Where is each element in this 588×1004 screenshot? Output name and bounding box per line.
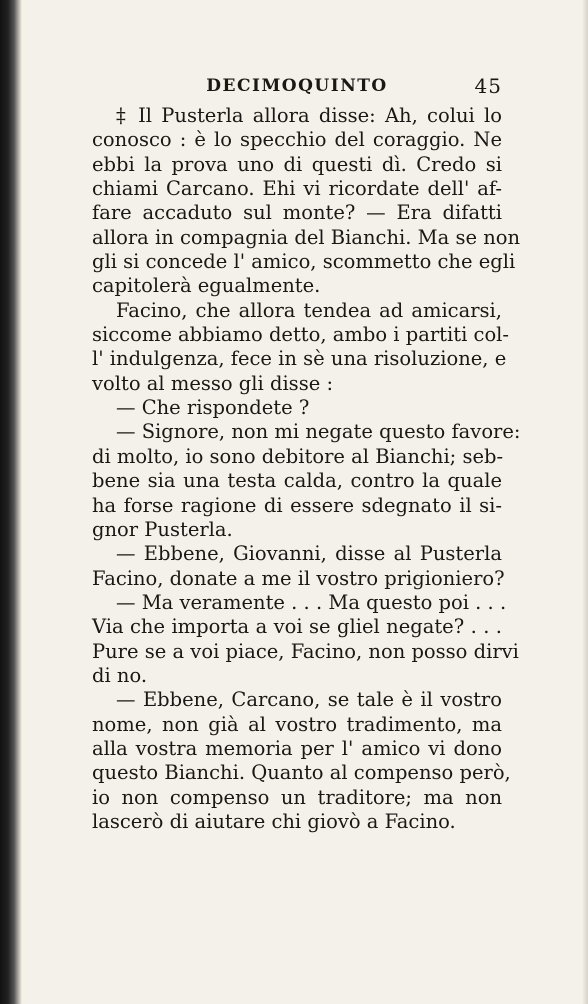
text-line: — Ebbene, Giovanni, disse al Pusterla [116, 542, 502, 566]
text-line: chiami Carcano. Ehi vi ricordate dell' af- [92, 177, 502, 201]
text-line: nome, non già al vostro tradimento, ma [92, 712, 502, 736]
text-line: Facino, donate a me il vostro prigioniero? [92, 566, 505, 590]
text-line: lascerò di aiutare chi giovò a Facino. [92, 809, 456, 833]
text-line: ebbi la prova uno di questi dì. Credo si [92, 152, 502, 176]
text-line: Facino, che allora tendea ad amicarsi, [116, 298, 502, 322]
text-line: bene sia una testa calda, contro la quale [92, 469, 502, 493]
page-text-block [92, 74, 521, 834]
text-line: alla vostra memoria per l' amico vi dono [92, 736, 502, 760]
text-line: siccome abbiamo detto, ambo i partiti col- [92, 323, 510, 347]
text-line: l' indulgenza, fece in sè una risoluzione, e [92, 347, 507, 371]
text-line: conosco : è lo specchio del coraggio. Ne [92, 128, 502, 152]
text-line: gli si concede l' amico, scommetto che egli [92, 250, 516, 274]
text-line: Pure se a voi piace, Facino, non posso dirvi [92, 639, 519, 663]
running-head [92, 76, 502, 104]
text-line: di no. [92, 663, 148, 687]
book-binding-shadow [0, 0, 22, 1004]
text-line: fare accaduto sul monte? — Era difatti [92, 201, 502, 225]
text-line: io non compenso un traditore; ma non [92, 785, 502, 809]
text-line: — Signore, non mi negate questo favore: [116, 420, 521, 444]
text-line: capitolerà egualmente. [92, 274, 321, 298]
text-line: ‡ Il Pusterla allora disse: Ah, colui lo [116, 104, 502, 127]
text-line: — Ma veramente . . . Ma questo poi . . . [116, 590, 507, 614]
text-line: questo Bianchi. Quanto al compenso però, [92, 761, 511, 785]
text-line: Via che importa a voi se gliel negate? . . . [92, 615, 502, 639]
text-line: — Che rispondete ? [116, 396, 310, 420]
text-line: volto al messo gli disse : [92, 371, 334, 395]
page-number: 45 [474, 74, 502, 98]
chapter-title: DECIMOQUINTO [206, 76, 388, 96]
text-line: ha forse ragione di essere sdegnato il si- [92, 493, 502, 517]
text-line: di molto, io sono debitore al Bianchi; seb- [92, 444, 504, 468]
page-right-edge [582, 0, 588, 1004]
text-line: allora in compagnia del Bianchi. Ma se non [92, 225, 521, 249]
text-line: gnor Pusterla. [92, 517, 233, 541]
body-text [92, 104, 521, 834]
text-line: — Ebbene, Carcano, se tale è il vostro [116, 688, 502, 712]
